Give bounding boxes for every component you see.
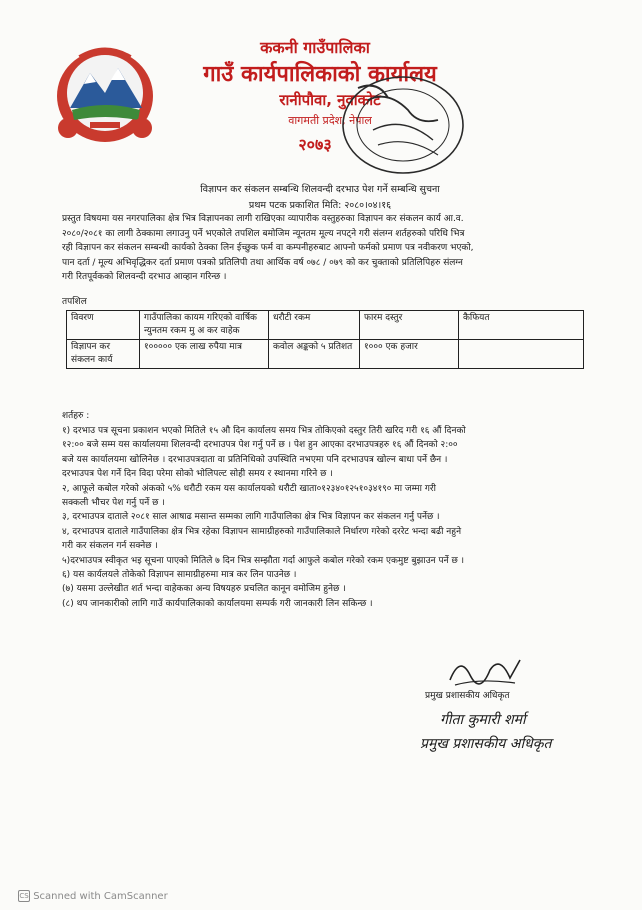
office-stamp-icon: [328, 70, 478, 180]
signatory-title: प्रमुख प्रशासकीय अधिकृत: [425, 691, 510, 701]
signatory-designation: प्रमुख प्रशासकीय अधिकृत: [420, 736, 552, 752]
office-address: रानीपौवा, नुवाकोट: [279, 91, 381, 109]
condition-line: सक्कली भौचर पेश गर्नु पर्ने छ ।: [62, 498, 165, 509]
condition-line: (८) थप जानकारीको लागि गाउँ कार्यपालिकाको कार्यालयमा सम्पर्क गरी जानकारी लिन सकिन्छ ।: [62, 598, 373, 609]
table-cell: कवोल अङ्कको ५ प्रतिशत: [269, 340, 360, 369]
table-header: फारम दस्तुर: [360, 311, 459, 340]
paragraph-line: प्रस्तुत विषयमा यस नगरपालिका क्षेत्र भित्र विज्ञापनका लागी राखिएका व्यापारीक वस्तुहरुका विज्ञापन कर संकलन कार्य आ.व.: [62, 214, 464, 224]
scanner-watermark: [18, 890, 168, 902]
publish-date: प्रथम पटक प्रकाशित मिति: २०८०।०४।१६: [248, 200, 392, 211]
table-row: [67, 340, 584, 369]
condition-line: १२:०० बजे सम्म यस कार्यालयमा शिलवन्दी दरभाउपत्र पेश गर्नु पर्ने छ । पेश हुन आएका दरभाउपत्रहरु १६ औं दिनको २:००: [62, 440, 458, 451]
paragraph-line: २०८०/२०८१ का लागी ठेक्कामा लगाउनु पर्ने भएकोले तपशिल बमोजिम न्यूनतम मूल्य नपट्ने गरी संलग्न शर्तहरुको परिधि भित्र: [62, 228, 465, 239]
table-header: कैफियत: [459, 311, 584, 340]
condition-line: १) दरभाउ पत्र सूचना प्रकाशन भएको मितिले १५ औ दिन कार्यालय समय भित्र तोकिएको दस्तुर तिरी खरिद गरी १६ औं दिनको: [62, 426, 466, 436]
condition-line: २, आफूले कबोल गरेको अंकको ५% धरौटी रकम यस कार्यालयको धरौटी खाता०१२३४०१२५१०३४१९० मा जम्मा गरी: [62, 483, 436, 494]
condition-line: ३, दरभाउपत्र दाताले २०८१ साल आषाढ मसान्त सम्मका लागि गाउँपालिका क्षेत्र भित्र विज्ञापन कर संकलन गर्नु पर्नेछ ।: [62, 512, 440, 523]
established-year: २०७३: [298, 135, 332, 154]
conditions-label: शर्तहरु :: [62, 411, 90, 421]
table-cell: १००० एक हजार: [360, 340, 459, 369]
condition-line: (७) यसमा उल्लेखीत शर्त भन्दा वाहेकका अन्य विषयहरु प्रचलित कानून वमोजिम हुनेछ ।: [62, 584, 346, 595]
notice-title: विज्ञापन कर संकलन सम्बन्धि शिलवन्दी दरभाउ पेश गर्ने सम्बन्धि सुचना: [200, 184, 440, 195]
table-cell: १००००० एक लाख रुपैया मात्र: [140, 340, 269, 369]
conditions-list: [62, 424, 562, 611]
office-name: गाउँ कार्यपालिकाको कार्यालय: [203, 62, 437, 87]
table-header-row: [67, 311, 584, 340]
condition-line: ५)दरभाउपत्र स्वीकृत भइ सूचना पाएको मितिले ७ दिन भित्र सम्झौता गर्दा आफुले कबोल गरेको रकम एकमुष्ट बुझाउन पर्ने छ ।: [62, 555, 465, 566]
nepal-emblem-icon: [50, 38, 160, 148]
camscanner-icon: CS: [19, 892, 29, 900]
condition-line: गरी कर संकलन गर्न सक्नेछ ।: [62, 541, 158, 552]
condition-line: ४, दरभाउपत्र दाताले गाउँपालिका क्षेत्र भित्र रहेका विज्ञापन सामाग्रीहरुको गाउँपालिकाले निर्धारण गरेको दररेट भन्दा बढी नहुने: [62, 526, 462, 537]
condition-line: बजे यस कार्यालयमा खोलिनेछ । दरभाउपत्रदाता वा प्रतिनिधिको उपस्थिति नभएमा पनि दरभाउपत्र खोल्न बाधा पर्ने छैन ।: [62, 454, 448, 465]
paragraph-line: पान दर्ता / मूल्य अभिवृद्धिकर दर्ता प्रमाण पत्रको प्रतिलिपी तथा आर्थिक वर्ष ०७८ / ०७९ को कर चुक्ताको प्रतिलिपिहरु संलग्न: [62, 257, 463, 268]
signatory-name: गीता कुमारी शर्मा: [440, 712, 526, 728]
table-header: विवरण: [67, 311, 140, 340]
table-cell: [459, 340, 584, 369]
table-header: धरौटी रकम: [269, 311, 360, 340]
condition-line: ६) यस कार्यलयले तोकेको विज्ञापन सामाग्रीहरुमा मात्र कर लिन पाउनेछ ।: [62, 570, 297, 581]
municipality-name: ककनी गाउँपालिका: [260, 38, 370, 57]
paragraph-line: रही विज्ञापन कर संकलन सम्बन्धी कार्यको ठेक्का लिन ईच्छुक फर्म वा कम्पनीहरुबाट आफ्नो फर्मको प्रमाण पत्र नवीकरण भएको,: [62, 243, 474, 254]
table-cell: विज्ञापन कर संकलन कार्य: [67, 340, 140, 369]
condition-line: दरभाउपत्र पेश गर्ने दिन विदा परेमा सोको भोलिपल्ट सोही समय र स्थानमा गरिने छ ।: [62, 469, 333, 480]
tapsil-label: तपशिल: [62, 297, 87, 307]
table-header: गाउँपालिका कायम गरिएको वार्षिक न्युनतम रकम मु अ कर वाहेक: [140, 311, 269, 340]
province-name: वागमती प्रदेश, नेपाल: [288, 114, 372, 127]
scanner-text: Scanned with CamScanner: [33, 891, 168, 902]
signature-icon: [440, 650, 530, 690]
detail-table: [66, 310, 584, 369]
paragraph-line: गरी रितपूर्वकको शिलवन्दी दरभाउ आव्हान गरिन्छ ।: [62, 272, 227, 283]
notice-paragraph: [62, 212, 562, 285]
